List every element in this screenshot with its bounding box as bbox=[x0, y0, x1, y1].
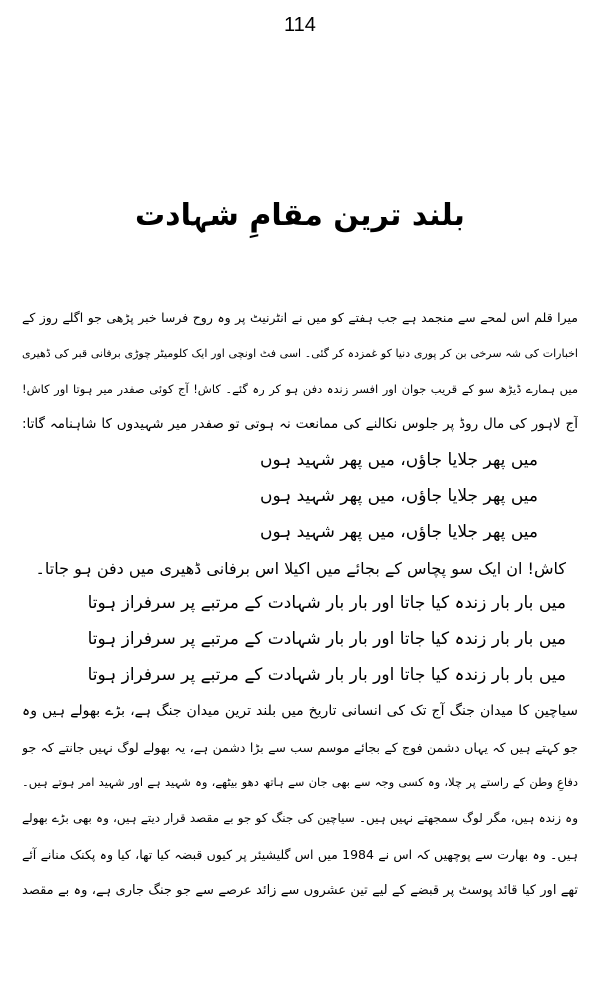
page-number: 114 bbox=[284, 14, 316, 36]
text-line: تھے اور کیا قائد پوسٹ پر قبضے کے لیے تین عشروں سے زائد عرصے سے جو جنگ جاری ہے، وہ بے مقصد bbox=[22, 882, 578, 898]
poem-line: میں پھر جلایا جاؤں، میں پھر شہید ہوں bbox=[260, 485, 538, 506]
body-text bbox=[22, 300, 578, 909]
text-line: آج لاہور کی مال روڈ پر جلوس نکالنے کی ممانعت نہ ہوتی تو صفدر میر شہیدوں کا شاہنامہ گاتا: bbox=[22, 416, 578, 433]
chapter-heading: بلند ترین مقامِ شہادت bbox=[135, 198, 465, 233]
poem-line: میں بار بار زندہ کیا جاتا اور بار بار شہادت کے مرتبے پر سرفراز ہوتا bbox=[87, 629, 566, 650]
text-line: سیاچین کا میدان جنگ آج تک کی انسانی تاریخ میں بلند ترین میدان جنگ ہے، بڑے بھولے ہیں وہ bbox=[22, 702, 578, 719]
poem-line: میں پھر جلایا جاؤں، میں پھر شہید ہوں bbox=[260, 521, 538, 542]
text-line: میرا قلم اس لمحے سے منجمد ہے جب ہفتے کو میں نے انٹرنیٹ پر وہ روح فرسا خبر پڑھی جو اگلے روز کے bbox=[22, 310, 578, 325]
poem-line: میں بار بار زندہ کیا جاتا اور بار بار شہادت کے مرتبے پر سرفراز ہوتا bbox=[87, 664, 566, 685]
text-line: میں ہمارے ڈیڑھ سو کے قریب جوان اور افسر زندہ دفن ہو کر رہ گئے۔ کاش! آج کوئی صفدر میر ہوتا اور کاش! bbox=[22, 381, 578, 396]
text-line: دفاعِ وطن کے راستے پر چلا، وہ کسی وجہ سے بھی جان سے ہاتھ دھو بیٹھے، وہ شہید ہے اور شہید امر ہوتے ہیں۔ bbox=[22, 775, 578, 790]
text-line: ہیں۔ وہ بھارت سے پوچھیں کہ اس نے 1984 میں اس گلیشیئر پر کیوں قبضہ کیا تھا، کیا وہ پکنک منانے آئے bbox=[22, 846, 578, 862]
poem-line: میں بار بار زندہ کیا جاتا اور بار بار شہادت کے مرتبے پر سرفراز ہوتا bbox=[87, 593, 566, 614]
text-line: کاش! ان ایک سو پچاس کے بجائے میں اکیلا اس برفانی ڈھیری میں دفن ہو جاتا۔ bbox=[35, 558, 566, 578]
poem-line: میں پھر جلایا جاؤں، میں پھر شہید ہوں bbox=[260, 450, 538, 471]
text-line: جو کہتے ہیں کہ یہاں دشمن فوج کے بجائے موسم سب سے بڑا دشمن ہے، یہ بھولے لوگ نہیں جانتے کہ جو bbox=[22, 739, 578, 755]
text-line: اخبارات کی شہ سرخی بن کر پوری دنیا کو غمزدہ کر گئی۔ اسی فٹ اونچی اور ایک کلومیٹر چوڑی برفانی قبر کی ڈھیری bbox=[22, 346, 578, 360]
text-line: وہ زندہ ہیں، مگر لوگ سمجھتے نہیں ہیں۔ سیاچین کی جنگ کو جو بے مقصد قرار دیتے ہیں، وہ بھی بڑے بھولے bbox=[22, 811, 578, 826]
